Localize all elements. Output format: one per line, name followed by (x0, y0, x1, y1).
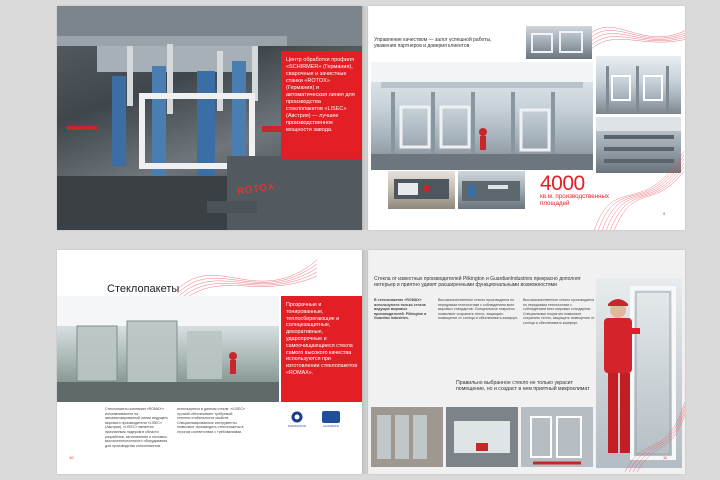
glass-body-left: Стеклопакеты компании «ROMAX» изготавливаются на автоматизированной линии ведущего мирового производителя «LISEC» (Австрия). «LISEC» является признанным лидером в области разработки, изготовления и поставок высокотехнологичного оборудования для производства стеклопакетов. (105, 407, 168, 448)
production-area-caption: кв.м. производственных площадей (540, 193, 610, 207)
bottom-left-page (57, 250, 362, 474)
red-wave-decoration-bottom (594, 151, 684, 230)
glass-types-red-box (281, 296, 362, 402)
factory-photo-top-a (526, 26, 592, 59)
pilkington-logo-label: PILKINGTON (287, 423, 307, 428)
guardian-logo-label: GUARDIAN (323, 423, 339, 428)
glass-rack-photo-b (446, 407, 518, 467)
production-area-number: 4000 (540, 172, 585, 195)
manufacturers-col1: В стеклопакетах «ROMAX» используются только стекла ведущих мировых производителей: Pilkington и Guardian Industries. (374, 298, 427, 321)
glass-workshop-photo (57, 296, 279, 402)
bottom-right-page (368, 250, 685, 474)
factory-photo-main (371, 62, 593, 170)
guardian-logo-mark (322, 411, 340, 423)
bottom-right-page-number: 11 (663, 455, 668, 460)
bottom-spine-shadow (362, 250, 370, 474)
glass-manufacturers-header: Стекла от известных производителей Pilkington и GuardianIndustries прекрасно дополнят интерьер и приятно удивят расширенными функциональными возможностями (374, 276, 581, 288)
factory-photo-bottom-b (458, 171, 525, 209)
glass-quote: Правильно выбранное стекло не только украсит помещение, но и создаст в нем приятный микроклимат (456, 380, 590, 393)
factory-photo-bottom-a (388, 171, 455, 209)
glass-rack-photo-c (521, 407, 593, 467)
pilkington-logo (285, 408, 309, 430)
glass-body-right: используются в данном стекле. «LISEC» лучший обеспечивает требуемой степени стабильности свойств. Специализированные инструменты позволяют производить стеклопакеты в строгом соответствии с требованиями. (177, 407, 245, 434)
glass-units-title: Стеклопакеты (107, 283, 180, 295)
manufacturers-col3: Высококачественное стекло производится по передовым технологиям с соблюдением всех мировых стандартов. Специальные покрытия позволяют сохранять тепло, защищать помещение от солнца и обеспечивать комфорт. (523, 298, 595, 325)
glass-rack-photo-a (371, 407, 443, 467)
bottom-left-page-number: 10 (69, 455, 74, 460)
top-left-page (57, 6, 362, 230)
top-right-page-number: 9 (663, 211, 666, 216)
top-right-header: Управление качеством — залог успешной работы, уважения партнеров и доверия клиентов (374, 37, 492, 49)
red-wave-decoration-right (625, 402, 685, 472)
top-left-red-caption-box (281, 51, 362, 159)
top-right-page (368, 6, 685, 230)
top-left-caption: Центр обработки профиля «SCHIRMER» (Германия), сварочные и зачистные станки «ROTOX» (Германия) и автоматическая линия для производства стеклопакетов «LISEC» (Австрия) — лучшее производственное мощности завода. (286, 57, 355, 133)
glass-types-text: Прозрачные и тонированные, теплосберегающие и солнцезащитные, декоративные, ударопрочные и самоочищающиеся стекла самого высокого качества используются при изготовлении стеклопакетов «ROMAX». (286, 302, 358, 376)
guardian-logo (319, 408, 343, 430)
machine-brand-label: ROTOX (236, 181, 276, 198)
top-spine-shadow (362, 6, 370, 230)
pilkington-logo-mark (290, 411, 304, 423)
manufacturers-col2: Высококачественное стекло производится по передовым технологиям с соблюдением всех мировых стандартов. Специальные покрытия позволяют сохранять тепло, защищать помещение от солнца и обеспечивать комфорт. (438, 298, 518, 321)
factory-photo-top-b (596, 56, 681, 114)
